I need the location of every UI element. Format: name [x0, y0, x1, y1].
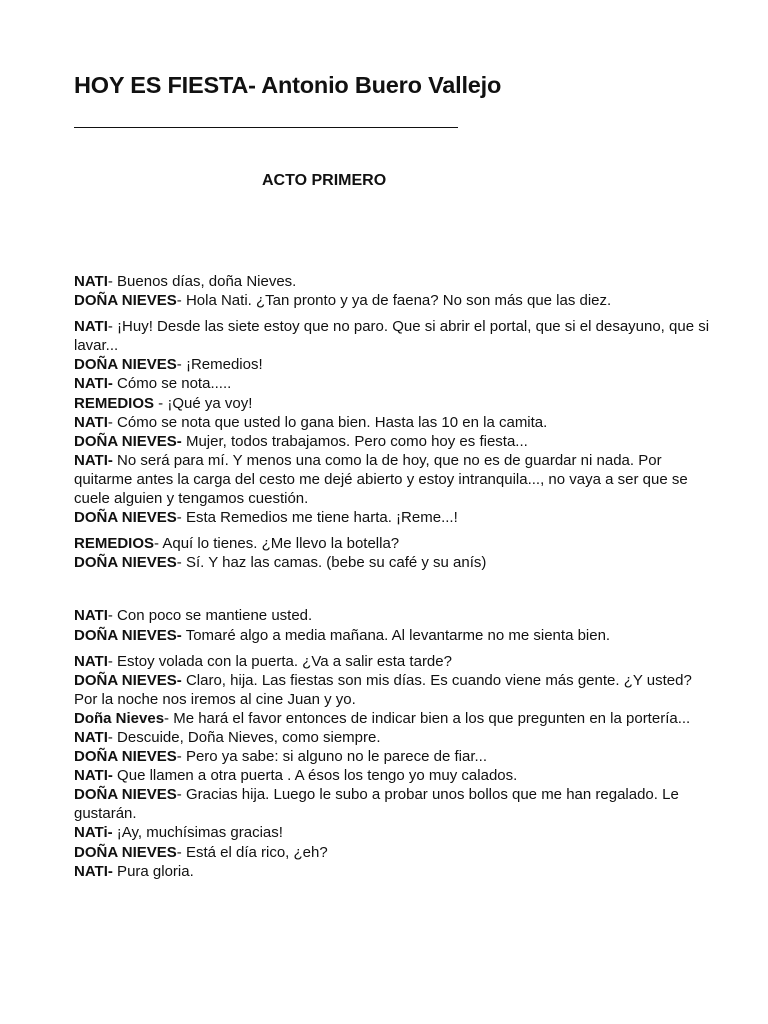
act-heading: ACTO PRIMERO [262, 172, 387, 189]
speaker: DOÑA NIEVES [74, 356, 177, 374]
speech: - ¡Remedios! [176, 356, 263, 374]
dialogue-line [74, 432, 714, 451]
speaker: DOÑA NIEVES- [74, 432, 182, 450]
dialogue-line [74, 508, 714, 527]
dialogue-line [74, 413, 714, 432]
speech: Cómo se nota..... [112, 375, 232, 393]
speaker: NATI- [74, 375, 113, 393]
speech: - ¡Qué ya voy! [154, 394, 253, 412]
speech: Que llamen a otra puerta . A ésos los tengo yo muy calados. [112, 767, 518, 785]
speech: - Sí. Y haz las camas. (bebe su café y su anís) [176, 554, 487, 572]
speaker: Doña Nieves [74, 709, 165, 727]
dialogue-line [74, 394, 714, 413]
speech: Mujer, todos trabajamos. Pero como hoy es fiesta... [181, 432, 528, 450]
speech: No será para mí. Y menos una como la de hoy, que no es de guardar ni nada. Por quitarme antes la carga del cesto me dejé abierto y estoy intranquila..., no vaya a ser que se cuele alguien y tengamos cuestión. [74, 451, 688, 508]
dialogue [74, 272, 714, 881]
speaker: NATI [74, 273, 108, 290]
speaker: DOÑA NIEVES- [74, 626, 182, 644]
dialogue-line [74, 451, 714, 508]
speech: Tomaré algo a media mañana. Al levantarme no me sienta bien. [181, 626, 611, 644]
dialogue-line [74, 709, 714, 728]
speech: Claro, hija. Las fiestas son mis días. Es cuando viene más gente. ¿Y usted? Por la noche nos iremos al cine Juan y yo. [74, 671, 692, 708]
dialogue-line [74, 626, 714, 645]
speech: - Con poco se mantiene usted. [107, 607, 313, 625]
document-title: HOY ES FIESTA- Antonio Buero Vallejo [74, 72, 502, 98]
dialogue-line [74, 534, 714, 553]
speaker: DOÑA NIEVES [74, 554, 177, 572]
speech: - Aquí lo tienes. ¿Me llevo la botella? [154, 535, 400, 553]
speaker: DOÑA NIEVES [74, 748, 177, 766]
dialogue-line [74, 291, 714, 310]
speaker: NATI- [74, 862, 113, 880]
dialogue-line [74, 355, 714, 374]
speech: ¡Ay, muchísimas gracias! [112, 824, 283, 842]
dialogue-line [74, 652, 714, 671]
speech: - Pero ya sabe: si alguno no le parece de fiar... [176, 748, 487, 766]
dialogue-line [74, 843, 714, 862]
speech: - Me hará el favor entonces de indicar bien a los que pregunten en la portería... [164, 709, 691, 727]
dialogue-line [74, 785, 714, 823]
speaker: NATI [74, 728, 108, 746]
speech: - Estoy volada con la puerta. ¿Va a salir esta tarde? [107, 652, 452, 670]
speaker: REMEDIOS [74, 394, 155, 412]
speaker: DOÑA NIEVES [74, 843, 177, 861]
dialogue-line [74, 862, 714, 881]
dialogue-line [74, 272, 714, 291]
speaker: NATI- [74, 767, 113, 785]
speech: - Gracias hija. Luego le subo a probar unos bollos que me han regalado. Le gustarán. [74, 786, 679, 823]
dialogue-line [74, 374, 714, 393]
speaker: NATI [74, 607, 108, 625]
speech: Pura gloria. [112, 862, 194, 880]
speaker: DOÑA NIEVES [74, 292, 177, 310]
speaker: DOÑA NIEVES [74, 509, 177, 527]
dialogue-line [74, 728, 714, 747]
dialogue-line [74, 317, 714, 355]
speech: - Esta Remedios me tiene harta. ¡Reme...! [176, 509, 458, 527]
dialogue-line [74, 747, 714, 766]
speaker: NATI [74, 652, 108, 670]
dialogue-line [74, 766, 714, 785]
speaker: NATi- [74, 824, 113, 842]
title-underline [74, 127, 458, 128]
speech: - ¡Huy! Desde las siete estoy que no paro. Que si abrir el portal, que si el desayuno, que si lavar... [74, 318, 710, 355]
speaker: REMEDIOS [74, 535, 155, 553]
speech: - Cómo se nota que usted lo gana bien. Hasta las 10 en la camita. [107, 413, 548, 431]
speech: - Buenos días, doña Nieves. [107, 273, 297, 290]
dialogue-line [74, 823, 714, 842]
speaker: DOÑA NIEVES- [74, 671, 182, 689]
speaker: NATI- [74, 451, 113, 469]
speaker: NATI [74, 318, 108, 336]
dialogue-line [74, 606, 714, 625]
dialogue-line [74, 671, 714, 709]
speaker: DOÑA NIEVES [74, 786, 177, 804]
dialogue-line [74, 553, 714, 572]
speech: - Descuide, Doña Nieves, como siempre. [107, 728, 381, 746]
speaker: NATI [74, 413, 108, 431]
speech: - Hola Nati. ¿Tan pronto y ya de faena? No son más que las diez. [176, 292, 612, 310]
speech: - Está el día rico, ¿eh? [176, 843, 328, 861]
